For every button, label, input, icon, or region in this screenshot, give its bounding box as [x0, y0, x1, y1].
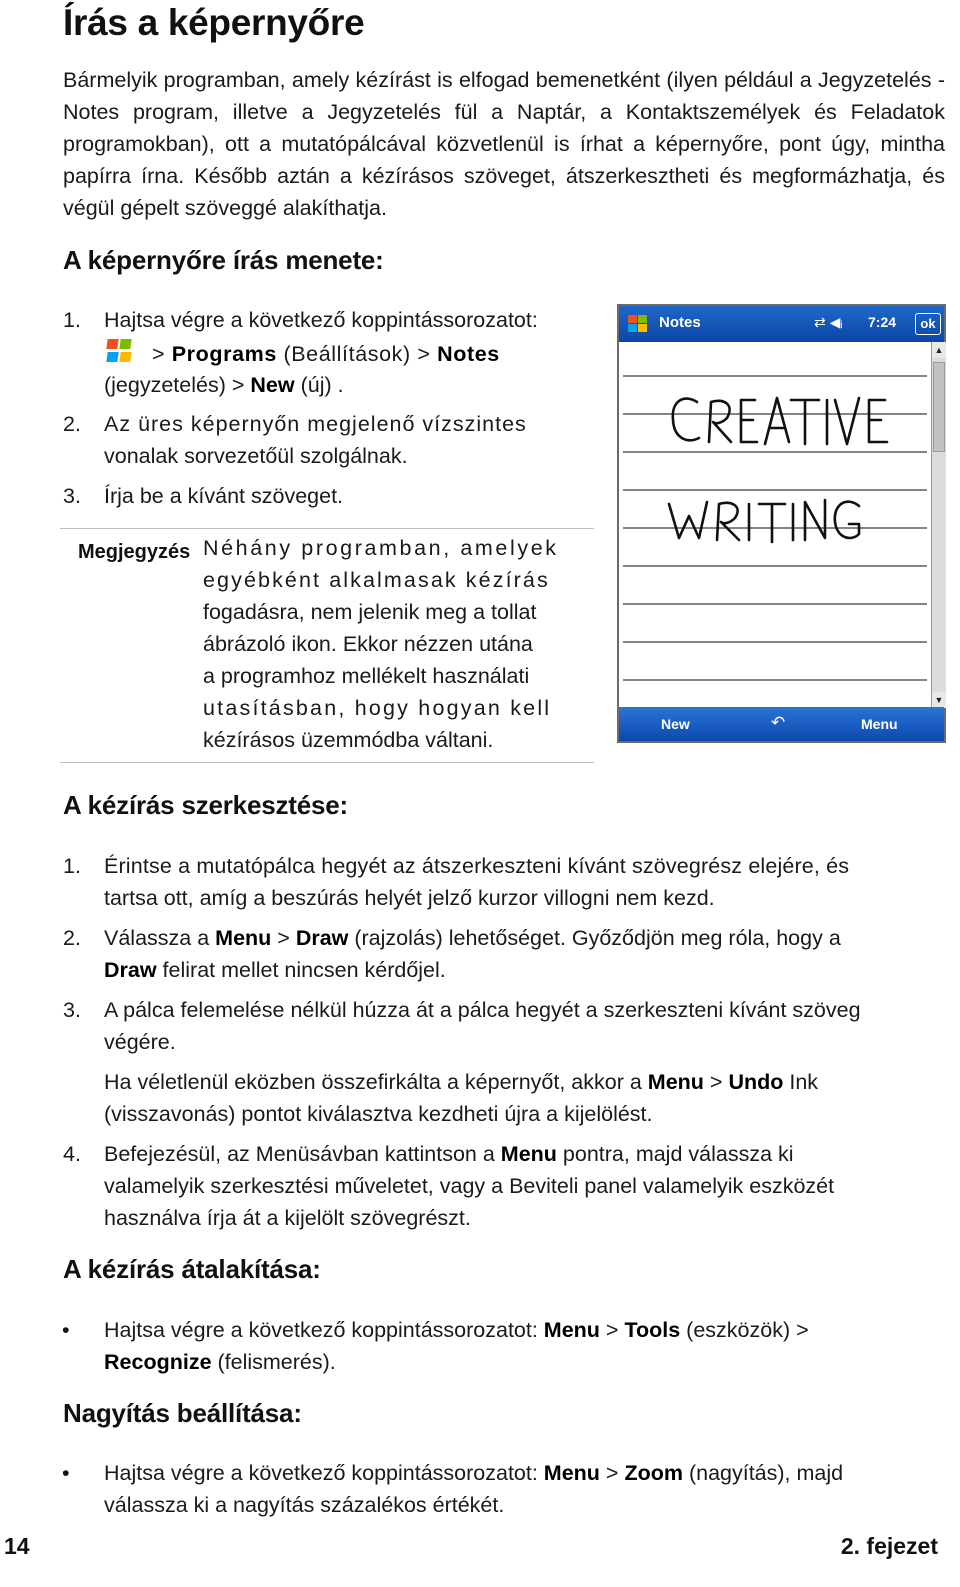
text: Hajtsa végre a következő koppintássorozatot:	[104, 1318, 544, 1342]
step-1-beallitasok: (Beállítások) >	[276, 342, 438, 366]
new-softkey[interactable]: New	[661, 716, 690, 732]
note-bottom-rule	[60, 762, 594, 763]
text: Ink	[783, 1070, 819, 1094]
text: (rajzolás) lehetőséget. Győződjön meg róla, hogy a	[348, 926, 841, 950]
text: (eszközök) >	[680, 1318, 809, 1342]
text: >	[599, 1461, 625, 1485]
text: >	[703, 1070, 729, 1094]
text: >	[271, 926, 296, 950]
step-1-new: New	[250, 373, 295, 397]
bullet: •	[62, 1461, 70, 1485]
menu-term: Menu	[647, 1070, 704, 1094]
vertical-scrollbar[interactable]	[931, 342, 946, 708]
start-menu-icon[interactable]	[626, 313, 650, 335]
chapter-label: 2. fejezet	[840, 1533, 938, 1559]
recognize-term: Recognize	[104, 1350, 212, 1374]
app-title: Notes	[659, 314, 701, 331]
step-1-gt: >	[152, 342, 172, 366]
menu-bar	[619, 707, 944, 741]
page-number: 14	[4, 1533, 30, 1559]
edit-step-3-note-line-1	[104, 1066, 940, 1098]
windows-start-icon	[104, 337, 134, 365]
menu-term: Menu	[543, 1461, 600, 1485]
step-number: 2.	[63, 412, 81, 436]
text: Hajtsa végre a következő koppintássorozatot:	[104, 1461, 544, 1485]
edit-step-3-note-line-2: (visszavonás) pontot kiválasztva kezdheti újra a kijelölést.	[104, 1102, 653, 1126]
menu-term: Menu	[543, 1318, 600, 1342]
section-heading-writing-steps: A képernyőre írás menete:	[63, 245, 384, 275]
note-top-rule	[60, 528, 594, 529]
bullet: •	[62, 1318, 70, 1342]
step-1-line-2	[104, 337, 589, 370]
edit-step-4-line-3: használva írja át a kijelölt szövegrészt.	[104, 1206, 471, 1230]
connectivity-volume-icon[interactable]: ⇄ ◀ᵢ	[814, 314, 843, 330]
step-number: 3.	[63, 998, 81, 1022]
step-2-line-1: Az üres képernyőn megjelenő vízszintes	[104, 412, 527, 436]
conversion-line-1	[104, 1314, 940, 1346]
undo-term: Undo	[728, 1070, 784, 1094]
tools-term: Tools	[624, 1318, 681, 1342]
edit-step-1-line-2: tartsa ott, amíg a beszúrás helyét jelző kurzor villogni nem kezd.	[104, 886, 715, 910]
conversion-line-2	[104, 1346, 336, 1378]
step-number: 1.	[63, 308, 81, 332]
edit-step-4-line-2: valamelyik szerkesztési műveletet, vagy a Beviteli panel valamelyik eszközét	[104, 1174, 835, 1198]
scroll-down-icon[interactable]: ▼	[932, 692, 946, 708]
menu-softkey[interactable]: Menu	[861, 716, 898, 732]
text: felirat mellet nincsen kérdőjel.	[156, 958, 446, 982]
draw-term: Draw	[295, 926, 349, 950]
zoom-line-1	[104, 1457, 940, 1489]
note-line: ábrázoló ikon. Ekkor nézzen utána	[203, 632, 533, 656]
menu-term: Menu	[500, 1142, 557, 1166]
ok-button[interactable]: ok	[915, 313, 941, 335]
scroll-up-icon[interactable]: ▲	[932, 342, 946, 358]
edit-step-4-line-1	[104, 1138, 940, 1170]
step-number: 3.	[63, 484, 81, 508]
edit-step-3-line-2: végére.	[104, 1030, 176, 1054]
page-title: Írás a képernyőre	[63, 2, 365, 43]
section-heading-conversion: A kézírás átalakítása:	[63, 1254, 321, 1284]
step-1-notes: Notes	[437, 342, 500, 366]
ink-canvas[interactable]	[619, 342, 931, 708]
text: pontra, majd válassza ki	[556, 1142, 794, 1166]
handwriting-creative	[673, 398, 887, 444]
note-text	[203, 532, 581, 756]
handwriting-writing	[669, 500, 859, 542]
note-line: utasításban, hogy hogyan kell	[203, 696, 552, 720]
note-line: Néhány programban, amelyek	[203, 536, 559, 560]
step-1-jegyzeteles: (jegyzetelés) >	[104, 373, 251, 397]
note-line: fogadásra, nem jelenik meg a tollat	[203, 600, 537, 624]
step-2-line-2: vonalak sorvezetőül szolgálnak.	[104, 444, 408, 468]
undo-icon[interactable]: ↶	[771, 713, 786, 732]
text: >	[599, 1318, 625, 1342]
draw-term: Draw	[104, 958, 157, 982]
note-label: Megjegyzés	[78, 541, 191, 563]
ruled-lines	[623, 376, 927, 680]
step-1-uj: (új) .	[294, 373, 344, 397]
step-1-line-1: Hajtsa végre a következő koppintássorozatot:	[104, 308, 538, 332]
step-number: 2.	[63, 926, 81, 950]
step-1-line-3	[104, 369, 589, 401]
step-number: 1.	[63, 854, 81, 878]
step-1-programs: Programs	[171, 342, 277, 366]
text: (felismerés).	[211, 1350, 336, 1374]
zoom-term: Zoom	[624, 1461, 683, 1485]
edit-step-1-line-1: Érintse a mutatópálca hegyét az átszerkeszteni kívánt szövegrész elejére, és	[104, 854, 850, 878]
clock[interactable]: 7:24	[868, 314, 897, 330]
section-heading-editing: A kézírás szerkesztése:	[63, 790, 348, 820]
notes-app-screenshot	[617, 304, 946, 743]
text: Ha véletlenül eközben összefirkálta a képernyőt, akkor a	[104, 1070, 648, 1094]
zoom-line-2: válassza ki a nagyítás százalékos értékét.	[104, 1493, 505, 1517]
edit-step-3-line-1: A pálca felemelése nélkül húzza át a pálca hegyét a szerkeszteni kívánt szöveg	[104, 998, 861, 1022]
note-line: egyébként alkalmasak kézírás	[203, 568, 550, 592]
menu-term: Menu	[215, 926, 272, 950]
intro-paragraph: Bármelyik programban, amely kézírást is elfogad bemenetként (ilyen például a Jegyzetelés - Notes program, illetve a Jegyzetelés fül a Naptár, a Kontaktszemélyek és Feladatok programokban), ott a mutatópálcával közvetlenül is írhat a képernyőre, pont úgy, mintha papírra írna. Később aztán a kézírásos szöveget, átszerkesztheti és megformázhatja, és végül gépelt szöveggé alakíthatja.	[63, 68, 945, 220]
title-bar	[619, 306, 944, 342]
edit-step-2-line-1	[104, 922, 940, 954]
note-line: kézírásos üzemmódba váltani.	[203, 728, 494, 752]
section-heading-zoom: Nagyítás beállítása:	[63, 1398, 302, 1428]
edit-step-2-line-2	[104, 954, 446, 986]
text: (nagyítás), majd	[682, 1461, 844, 1485]
step-number: 4.	[63, 1142, 81, 1166]
text: Válassza a	[104, 926, 216, 950]
note-line: a programhoz mellékelt használati	[203, 664, 530, 688]
text: Befejezésül, az Menüsávban kattintson a	[104, 1142, 501, 1166]
scroll-thumb[interactable]	[933, 362, 945, 452]
step-3-text: Írja be a kívánt szöveget.	[104, 484, 344, 508]
